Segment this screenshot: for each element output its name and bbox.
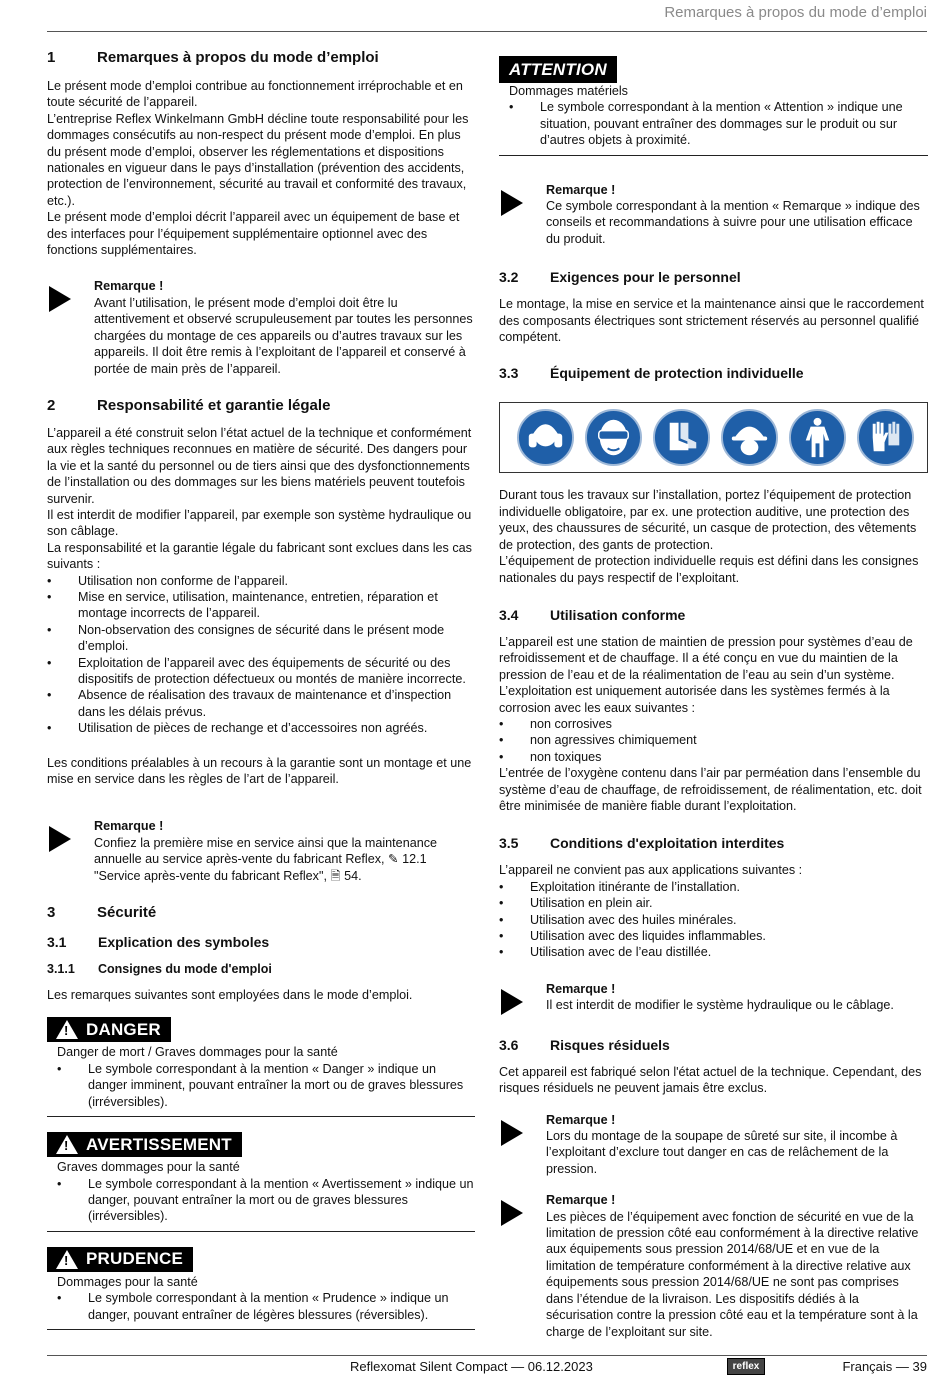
section-1-heading: 1 Remarques à propos du mode d’emploi xyxy=(47,49,379,66)
paragraph: L’entrée de l’oxygène contenu dans l’air par perméation dans l’ensemble du système d’eau de chauffage, de refroidissement, de réalimentation, etc. doit être minimisée de manière fiable durant l’exploitation. xyxy=(499,766,922,813)
exclusion-list xyxy=(47,573,475,737)
list-item: • Utilisation avec des huiles minérales. xyxy=(499,912,928,928)
paragraph: Le présent mode d’emploi décrit l’appareil avec un équipement de base et des interfaces pour l’équipement supplémentaire optionnel avec des fonctions supplémentaires. xyxy=(47,210,460,258)
list-item: • non corrosives xyxy=(499,716,928,732)
note-block xyxy=(499,981,928,1015)
protective-clothing-icon xyxy=(788,408,847,467)
helmet-icon xyxy=(720,408,779,467)
warning-badge: ! AVERTISSEMENT xyxy=(47,1132,242,1157)
right-column xyxy=(499,56,928,1340)
paragraph: Le présent mode d’emploi contribue au fonctionnement irréprochable et en toute sécurité de l’appareil. xyxy=(47,79,463,110)
note-text: Les pièces de l’équipement avec fonction de sécurité en vue de la limitation de pression côté eau conformément à la directive relative aux équipements sous pression 2014/68/UE et en vue de la limitation de température conformément à la directive relative aux équipements sous pression 2014/68/UE ne sont pas comprises dans l’étendue de la livraison. Les dispositifs dédiés à la sécurisation contre la pression côté eau et la température sont à la charge de l’exploitant sur site. xyxy=(546,1209,919,1339)
paragraph: L’appareil ne convient pas aux applications suivantes : xyxy=(499,863,803,878)
paragraph: Les remarques suivantes sont employées dans le mode d’emploi. xyxy=(47,988,413,1003)
attention-signal xyxy=(499,56,928,156)
list-item: • Utilisation en plein air. xyxy=(499,895,928,911)
list-item: • Le symbole correspondant à la mention « Attention » indique une situation, pouvant entraîner des dommages sur le produit ou sur d’autres objets à proximité. xyxy=(509,99,928,148)
note-title: Remarque ! xyxy=(94,279,164,294)
attention-badge: ATTENTION xyxy=(499,56,617,83)
note-arrow-icon xyxy=(499,1112,546,1178)
paragraph: L’appareil a été construit selon l’état actuel de la technique et conformément aux règles techniques reconnues en matière de sécurité. Des dangers pour la vie et la santé du personnel ou de tiers ainsi que des dysfonctionnements de l’installation ou des dommages sur les biens matériels peuvent toutefois survenir. xyxy=(47,425,472,506)
note-arrow-icon xyxy=(47,818,94,884)
safety-boots-icon xyxy=(652,408,711,467)
ppe-icon-strip xyxy=(499,402,928,473)
list-item: • Utilisation non conforme de l’appareil. xyxy=(47,573,475,589)
reflex-logo: reflex xyxy=(727,1358,765,1375)
section-3-5-heading: 3.5 Conditions d'exploitation interdites xyxy=(499,835,785,852)
paragraph: Cet appareil est fabriqué selon l'état actuel de la technique. Cependant, des risques résiduels ne peuvent jamais être exclus. xyxy=(499,1064,922,1096)
section-2-heading: 2 Responsabilité et garantie légale xyxy=(47,396,331,414)
note-block xyxy=(499,1112,928,1178)
section-3-1-1-heading: 3.1.1 Consignes du mode d'emploi xyxy=(47,962,272,977)
list-item: • Exploitation de l’appareil avec des équipements de sécurité ou des dispositifs de protection défectueux ou montés de manière incorrecte. xyxy=(47,655,475,688)
paragraph: L’équipement de protection individuelle requis est défini dans les consignes nationales du pays respectif de l’exploitant. xyxy=(499,554,919,585)
paragraph: La responsabilité et la garantie légale du fabricant sont exclues dans les cas suivants : xyxy=(47,540,472,572)
warning-triangle-icon xyxy=(56,1250,78,1269)
paragraph: L’appareil est une station de maintien de pression pour systèmes d’eau de refroidissement et de chauffage. Il a été conçu en vue du maintien de la pression de l’eau et de la réalimentation de l’eau au sein d’un système. L’exploitation est uniquement autorisée dans les systèmes fermés à la corrosion avec les eaux suivantes : xyxy=(499,634,913,715)
note-arrow-icon xyxy=(499,981,546,1015)
note-text: Il est interdit de modifier le système hydraulique ou le câblage. xyxy=(546,998,894,1013)
ear-protection-icon xyxy=(516,408,575,467)
footer-page-number: Français — 39 xyxy=(842,1359,927,1374)
note-text: Ce symbole correspondant à la mention « Remarque » indique des conseils et recommandations à suivre pour une utilisation efficace du produit. xyxy=(546,199,920,246)
note-title: Remarque ! xyxy=(546,1193,616,1208)
signal-subtitle: Dommages matériels xyxy=(509,84,628,98)
warning-signal xyxy=(47,1132,475,1232)
list-item: • Utilisation avec des liquides inflammables. xyxy=(499,928,928,944)
note-title: Remarque ! xyxy=(546,182,616,197)
list-item: • Le symbole correspondant à la mention « Prudence » indique un danger, pouvant entraîner de légères blessures (réversibles). xyxy=(57,1290,475,1323)
list-item: • Absence de réalisation des travaux de maintenance et d’inspection dans les délais prévus. xyxy=(47,687,475,720)
list-item: • non toxiques xyxy=(499,749,928,765)
note-block xyxy=(499,1192,928,1340)
list-item: • non agressives chimiquement xyxy=(499,732,928,748)
note-text: Confiez la première mise en service ainsi que la maintenance annuelle au service après-vente du fabricant Reflex, ✎ 12.1 "Service après-vente du fabricant Reflex", 🗎 54. xyxy=(94,835,438,883)
footer-document-title: Reflexomat Silent Compact — 06.12.2023 xyxy=(350,1359,593,1374)
paragraph: Il est interdit de modifier l’appareil, par exemple son système hydraulique ou son câblage. xyxy=(47,507,472,539)
section-3-1-heading: 3.1 Explication des symboles xyxy=(47,934,270,951)
note-arrow-icon xyxy=(47,278,94,376)
section-3-heading: 3 Sécurité xyxy=(47,904,157,922)
running-header: Remarques à propos du mode d’emploi xyxy=(664,4,927,21)
eye-protection-icon xyxy=(584,408,643,467)
paragraph: Les conditions préalables à un recours à la garantie sont un montage et une mise en service dans les règles de l’art de l’appareil. xyxy=(47,755,472,787)
list-item: • Le symbole correspondant à la mention « Avertissement » indique un danger, pouvant entraîner la mort ou de graves blessures (irréversibles). xyxy=(57,1176,475,1225)
note-arrow-icon xyxy=(499,182,546,248)
list-item: • Utilisation avec de l’eau distillée. xyxy=(499,944,928,960)
list-item: • Exploitation itinérante de l’installation. xyxy=(499,879,928,895)
paragraph: L’entreprise Reflex Winkelmann GmbH décline toute responsabilité pour les dommages consécutifs au non-respect du présent mode d’emploi. En plus du présent mode d’emploi, observer les réglementations et dispositions nationales en vigueur dans le pays d’installation (prévention des accidents, protection de l’environnement, sécurité au travail et conformité des travaux, etc.). xyxy=(47,111,469,208)
list-item: • Mise en service, utilisation, maintenance, entretien, réparation et montage incorrects de l’appareil. xyxy=(47,589,475,622)
warning-triangle-icon xyxy=(56,1135,78,1154)
note-block xyxy=(47,818,475,884)
note-title: Remarque ! xyxy=(546,1112,616,1127)
note-text: Lors du montage de la soupape de sûreté sur site, il incombe à l’exploitant d’exclure tout danger en cas de relâchement de la pression. xyxy=(546,1129,898,1176)
note-block xyxy=(47,278,475,376)
section-3-2-heading: 3.2 Exigences pour le personnel xyxy=(499,269,741,286)
paragraph: Durant tous les travaux sur l’installation, portez l’équipement de protection individuelle obligatoire, par ex. une protection auditive, une protection des yeux, des chaussures de sécurité, un casque de protection, des vêtements de protection, des gants de protection. xyxy=(499,488,917,552)
list-item: • Non-observation des consignes de sécurité dans le présent mode d’emploi. xyxy=(47,622,475,655)
section-3-3-heading: 3.3 Équipement de protection individuelle xyxy=(499,365,804,382)
forbidden-uses-list xyxy=(499,879,928,961)
note-text: Avant l’utilisation, le présent mode d’emploi doit être lu attentivement et observé scrupuleusement par toutes les personnes chargées du montage de ces appareils ou d’autres travaux sur les appareils. Il doit être remis à l’exploitant de l’appareil et conservé à portée de main près de l’appareil. xyxy=(94,295,473,376)
paragraph: Le montage, la mise en service et la maintenance ainsi que le raccordement des composants électriques sont strictement réservés au personnel qualifié compétent. xyxy=(499,297,924,345)
note-block xyxy=(499,182,928,248)
signal-subtitle: Danger de mort / Graves dommages pour la santé xyxy=(57,1045,338,1060)
signal-subtitle: Dommages pour la santé xyxy=(57,1274,198,1289)
footer-divider xyxy=(47,1355,927,1356)
section-3-6-heading: 3.6 Risques résiduels xyxy=(499,1036,670,1053)
gloves-icon xyxy=(856,408,915,467)
danger-badge: ! DANGER xyxy=(47,1017,171,1042)
list-item: • Utilisation de pièces de rechange et d’accessoires non agréés. xyxy=(47,720,475,736)
header-divider xyxy=(47,31,927,32)
list-item: • Le symbole correspondant à la mention « Danger » indique un danger imminent, pouvant entraîner la mort ou de graves blessures (irréversibles). xyxy=(57,1061,475,1110)
left-column xyxy=(47,46,475,1330)
danger-signal xyxy=(47,1017,475,1117)
section-3-4-heading: 3.4 Utilisation conforme xyxy=(499,606,686,623)
water-types-list xyxy=(499,716,928,765)
note-title: Remarque ! xyxy=(546,981,616,996)
note-title: Remarque ! xyxy=(94,819,164,834)
signal-subtitle: Graves dommages pour la santé xyxy=(57,1160,240,1175)
note-arrow-icon xyxy=(499,1192,546,1340)
warning-triangle-icon xyxy=(56,1020,78,1039)
caution-signal xyxy=(47,1247,475,1330)
caution-badge: ! PRUDENCE xyxy=(47,1247,193,1272)
